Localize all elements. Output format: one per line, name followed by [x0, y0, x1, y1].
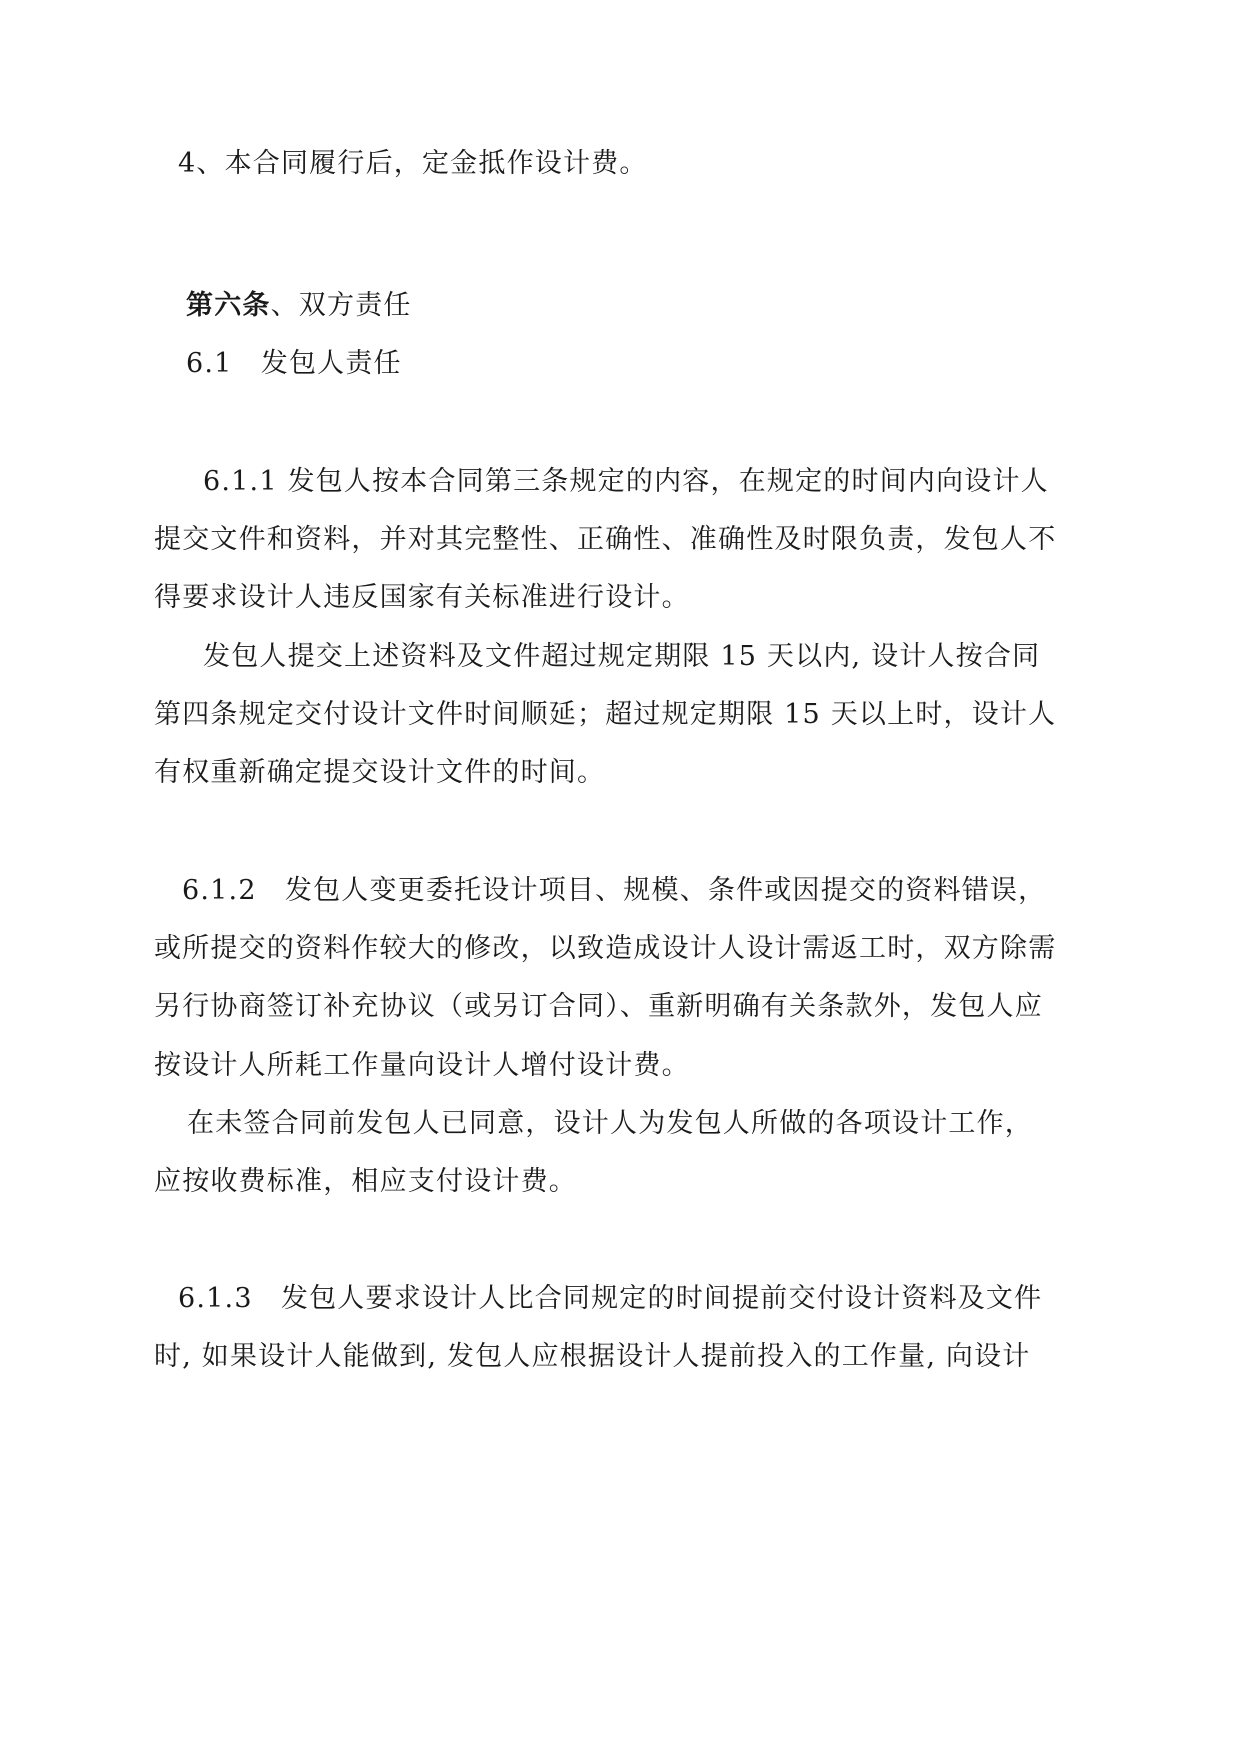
para-6-1-2-line: 按设计人所耗工作量向设计人增付设计费。 [154, 1050, 690, 1081]
section-6-1-heading: 6.1 发包人责任 [186, 348, 402, 379]
article-6-heading [186, 288, 1116, 324]
para-6-1-1-line: 得要求设计人违反国家有关标准进行设计。 [154, 582, 690, 613]
para-6-1-1b-line: 第四条规定交付设计文件时间顺延；超过规定期限 15 天以上时，设计人 [154, 699, 1057, 730]
para-6-1-2-line: 或所提交的资料作较大的修改，以致造成设计人设计需返工时，双方除需 [154, 933, 1057, 964]
para-6-1-1-line: 提交文件和资料，并对其完整性、正确性、准确性及时限负责，发包人不 [154, 524, 1057, 555]
para-6-1-2-line: 6.1.2 发包人变更委托设计项目、规模、条件或因提交的资料错误， [182, 875, 1047, 906]
para-6-1-3-line: 6.1.3 发包人要求设计人比合同规定的时间提前交付设计资料及文件 [178, 1283, 1043, 1314]
item-4: 4、本合同履行后，定金抵作设计费。 [178, 148, 648, 179]
para-6-1-2-line: 另行协商签订补充协议（或另订合同）、重新明确有关条款外，发包人应 [154, 991, 1043, 1022]
para-6-1-3-line: 时, 如果设计人能做到, 发包人应根据设计人提前投入的工作量, 向设计 [154, 1341, 1031, 1372]
para-6-1-1b-line: 发包人提交上述资料及文件超过规定期限 15 天以内, 设计人按合同 [203, 641, 1041, 672]
para-6-1-1b-line: 有权重新确定提交设计文件的时间。 [154, 757, 606, 788]
para-6-1-2b-line: 在未签合同前发包人已同意，设计人为发包人所做的各项设计工作， [187, 1108, 1033, 1139]
para-6-1-2b-line: 应按收费标准，相应支付设计费。 [154, 1166, 577, 1197]
article-6-title: 、双方责任 [270, 290, 412, 321]
para-6-1-1-line: 6.1.1 发包人按本合同第三条规定的内容，在规定的时间内向设计人 [203, 466, 1049, 497]
article-6-number: 第六条 [186, 290, 271, 321]
